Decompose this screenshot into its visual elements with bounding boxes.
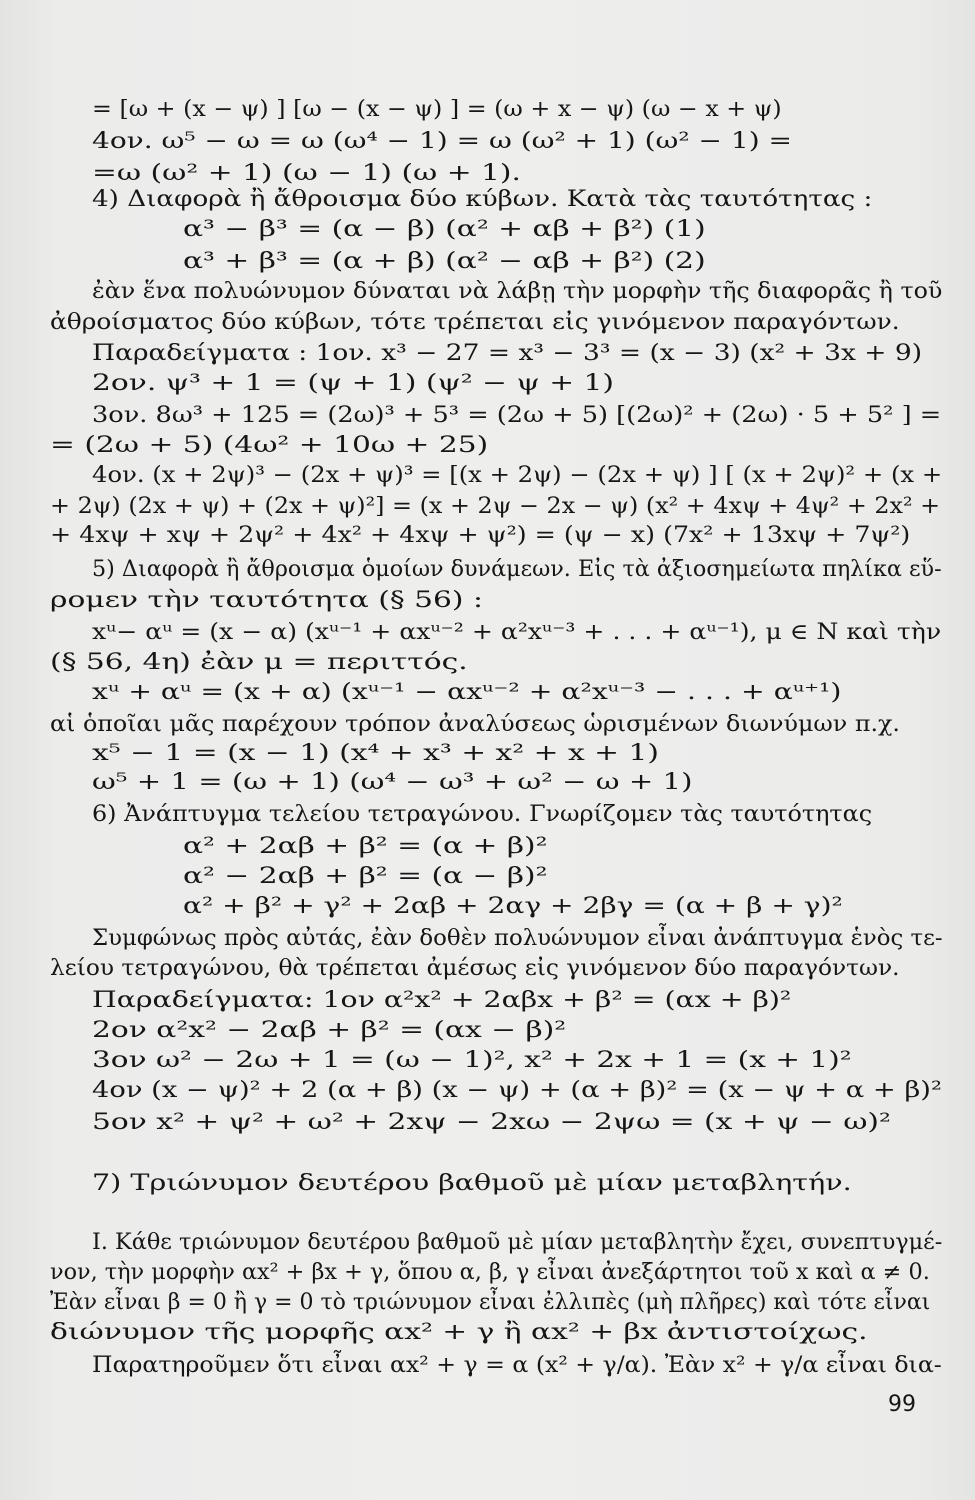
text-line-39: διώνυμον τῆς μορφῆς αx² + γ ἢ αx² + βx ἀντιστοίχως. [50, 1320, 868, 1345]
text-line-21: αἱ ὁποῖαι μᾶς παρέχουν τρόπον ἀναλύσεως ὡρισμένων διωνύμων π.χ. [50, 712, 900, 737]
square-example-1: Παραδείγματα: 1ον α²x² + 2αβx + β² = (αx + β)² [92, 988, 792, 1013]
square-example-4: 4ον (x − ψ)² + 2 (α + β) (x − ψ) + (α + β)² = (x − ψ + α + β)² [92, 1078, 942, 1103]
identity-square-sum: α² + 2αβ + β² = (α + β)² [183, 834, 548, 859]
text-line-3: =ω (ω² + 1) (ω − 1) (ω + 1). [92, 161, 521, 186]
text-line-29: λείου τετραγώνου, θὰ τρέπεται ἀμέσως εἰς γινόμενον δύο παραγόντων. [50, 956, 900, 981]
example-x5: x⁵ − 1 = (x − 1) (x⁴ + x³ + x² + x + 1) [92, 741, 659, 766]
text-line-28: Συμφώνως πρὸς αὐτάς, ἐὰν δοθὲν πολυώνυμον εἶναι ἀνάπτυγμα ἑνὸς τε- [92, 926, 943, 951]
text-line-36: I. Κάθε τριώνυμον δευτέρου βαθμοῦ μὲ μίαν μεταβλητὴν ἔχει, συνεπτυγμέ- [92, 1230, 943, 1255]
text-line-40: Παρατηροῦμεν ὅτι εἶναι αx² + γ = α (x² + γ/α). Ἐὰν x² + γ/α εἶναι δια- [92, 1353, 942, 1378]
identity-trinomial-square: α² + β² + γ² + 2αβ + 2αγ + 2βγ = (α + β + γ)² [183, 894, 843, 919]
page-number: 99 [888, 1392, 916, 1417]
example-1: Παραδείγματα : 1ον. x³ − 27 = x³ − 3³ = (x − 3) (x² + 3x + 9) [92, 341, 923, 366]
text-line-7: ἐὰν ἕνα πολυώνυμον δύναται νὰ λάβῃ τὴν μορφὴν τῆς διαφορᾶς ἢ τοῦ [92, 279, 943, 304]
text-line-38: Ἐὰν εἶναι β = 0 ἢ γ = 0 τὸ τριώνυμον εἶναι ἐλλιπὲς (μὴ πλῆρες) καὶ τότε εἶναι [50, 1290, 931, 1315]
section-heading-5: 5) Διαφορὰ ἢ ἄθροισμα ὁμοίων δυνάμεων. Εἰς τὰ ἀξιοσημείωτα πηλίκα εὕ- [92, 557, 942, 582]
identity-square-diff: α² − 2αβ + β² = (α − β)² [183, 864, 548, 889]
text-line-1: = [ω + (x − ψ) ] [ω − (x − ψ) ] = (ω + x − ψ) (ω − x + ψ) [92, 97, 782, 122]
identity-difference-cubes: α³ − β³ = (α − β) (α² + αβ + β²) (1) [183, 217, 706, 242]
example-4-cont-2: + 4xψ + xψ + 2ψ² + 4x² + 4xψ + ψ²) = (ψ − x) (7x² + 13xψ + 7ψ²) [50, 523, 911, 548]
section-heading-6: 6) Ἀνάπτυγμα τελείου τετραγώνου. Γνωρίζομεν τὰς ταυτότητας [92, 802, 873, 827]
example-4-cont-1: + 2ψ) (2x + ψ) + (2x + ψ)²] = (x + 2ψ − 2x − ψ) (x² + 4xψ + 4ψ² + 2x² + [50, 494, 941, 519]
example-3-cont: = (2ω + 5) (4ω² + 10ω + 25) [50, 433, 489, 458]
text-line-17: ρομεν τὴν ταυτότητα (§ 56) : [50, 588, 483, 613]
text-line-8: ἀθροίσματος δύο κύβων, τότε τρέπεται εἰς γινόμενον παραγόντων. [50, 310, 900, 335]
example-3: 3ον. 8ω³ + 125 = (2ω)³ + 5³ = (2ω + 5) [(2ω)² + (2ω) · 5 + 5² ] = [92, 403, 942, 428]
section-heading-7: 7) Τριώνυμον δευτέρου βαθμοῦ μὲ μίαν μεταβλητήν. [92, 1171, 852, 1196]
section-heading-4: 4) Διαφορὰ ἢ ἄθροισμα δύο κύβων. Κατὰ τὰς ταυτότητας : [92, 187, 873, 212]
text-line-37: νον, τὴν μορφὴν αx² + βx + γ, ὅπου α, β, γ εἶναι ἀνεξάρτητοι τοῦ x καὶ α ≠ 0. [50, 1260, 930, 1285]
example-w5: ω⁵ + 1 = (ω + 1) (ω⁴ − ω³ + ω² − ω + 1) [92, 770, 693, 795]
square-example-5: 5ον x² + ψ² + ω² + 2xψ − 2xω − 2ψω = (x + ψ − ω)² [92, 1110, 891, 1135]
square-example-2: 2ον α²x² − 2αβ + β² = (αx − β)² [92, 1018, 567, 1043]
square-example-3: 3ον ω² − 2ω + 1 = (ω − 1)², x² + 2x + 1 = (x + 1)² [92, 1048, 852, 1073]
identity-difference-powers: xᵘ− αᵘ = (x − α) (xᵘ⁻¹ + αxᵘ⁻² + α²xᵘ⁻³ + . . . + αᵘ⁻¹), μ ∈ N καὶ τὴν [92, 620, 942, 645]
example-2: 2ον. ψ³ + 1 = (ψ + 1) (ψ² − ψ + 1) [92, 371, 615, 396]
text-line-19: (§ 56, 4η) ἐὰν μ = περιττός. [50, 650, 468, 675]
example-4: 4ον. (x + 2ψ)³ − (2x + ψ)³ = [(x + 2ψ) − (2x + ψ) ] [ (x + 2ψ)² + (x + [92, 463, 943, 488]
text-line-2: 4ον. ω⁵ − ω = ω (ω⁴ − 1) = ω (ω² + 1) (ω² − 1) = [92, 129, 792, 154]
identity-sum-powers: xᵘ + αᵘ = (x + α) (xᵘ⁻¹ − αxᵘ⁻² + α²xᵘ⁻³ − . . . + αᵘ⁺¹) [92, 680, 842, 705]
identity-sum-cubes: α³ + β³ = (α + β) (α² − αβ + β²) (2) [183, 249, 706, 274]
